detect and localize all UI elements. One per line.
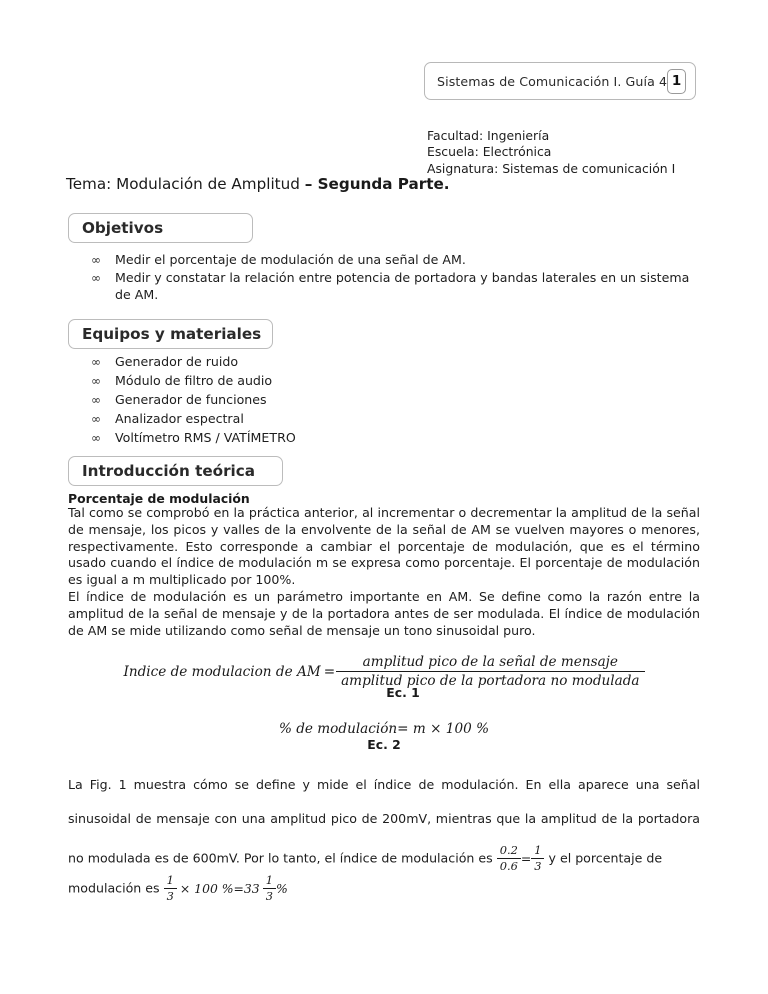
paragraph-3-with-inline-math bbox=[68, 776, 700, 904]
objetivos-list bbox=[85, 252, 700, 304]
inline-equals-sign: = bbox=[520, 851, 532, 867]
list-item bbox=[85, 411, 485, 428]
equation-1-denominator: amplitud pico de la portadora no modulada bbox=[336, 671, 644, 689]
equation-1-equals-sign: = bbox=[323, 663, 336, 680]
inline-percent-sign: % bbox=[275, 881, 288, 897]
list-item bbox=[85, 270, 700, 304]
equation-1-caption: Ec. 1 bbox=[386, 685, 420, 700]
infinity-bullet-icon: ∞ bbox=[91, 392, 101, 407]
infinity-bullet-icon: ∞ bbox=[91, 430, 101, 445]
fraction-denominator: 3 bbox=[531, 858, 544, 873]
closing-line-3 bbox=[68, 844, 700, 874]
inline-math-percent-modulation bbox=[164, 874, 288, 904]
closing-line-4 bbox=[68, 874, 700, 904]
list-item-label: Generador de ruido bbox=[115, 354, 239, 369]
infinity-bullet-icon: ∞ bbox=[91, 411, 101, 426]
list-item-label: Generador de funciones bbox=[115, 391, 267, 407]
closing-line-4-text-a: modulación es bbox=[68, 880, 160, 896]
page-number-badge: 1 bbox=[667, 69, 686, 94]
fraction-1-over-3 bbox=[531, 844, 544, 874]
fraction-0p2-over-0p6 bbox=[497, 844, 521, 874]
equation-1-expression bbox=[123, 654, 644, 689]
section-heading-introduccion: Introducción teórica bbox=[68, 456, 283, 486]
closing-line-2: sinusoidal de mensaje con una amplitud pico de 200mV, mientras que la amplitud de la portadora bbox=[68, 811, 700, 826]
equation-2 bbox=[0, 718, 768, 737]
topic-emphasis: – Segunda Parte. bbox=[304, 175, 450, 193]
facultad-line: Facultad: Ingeniería bbox=[427, 128, 550, 143]
list-item bbox=[85, 252, 700, 269]
fraction-numerator: 1 bbox=[534, 843, 542, 857]
topic-prefix: Tema: Modulación de Amplitud bbox=[66, 175, 305, 193]
list-item-label: Analizador espectral bbox=[115, 410, 244, 426]
topic-line bbox=[66, 175, 450, 193]
list-item-label: Módulo de filtro de audio bbox=[115, 372, 273, 388]
list-item bbox=[85, 373, 485, 390]
list-item-label: Voltímetro RMS / VATÍMETRO bbox=[115, 429, 296, 445]
equation-1-lhs: Indice de modulacion de AM bbox=[123, 663, 321, 680]
subheading-porcentaje-modulacion: Porcentaje de modulación bbox=[68, 491, 250, 506]
list-item bbox=[85, 430, 485, 447]
list-item-label: Medir el porcentaje de modulación de una señal de AM. bbox=[115, 252, 466, 267]
inline-times-equals: × 100 %=33 bbox=[179, 881, 260, 897]
paragraph-1: Tal como se comprobó en la práctica anterior, al incrementar o decrementar la amplitud de la señal de mensaje, los picos y valles de la envolvente de la señal de AM se vuelven mayores o menores, respectivamente. Esto corresponde a cambiar el porcentaje de modulación, que es el término usado cuando el índice de modulación m se expresa como porcentaje. El porcentaje de modulación es igual a m multiplicado por 100%. bbox=[68, 505, 700, 588]
equation-1 bbox=[0, 654, 768, 689]
equation-1-numerator: amplitud pico de la señal de mensaje bbox=[362, 654, 618, 670]
escuela-line: Escuela: Electrónica bbox=[427, 144, 552, 160]
inline-math-index-of-modulation bbox=[497, 844, 545, 874]
fraction-denominator: 0.6 bbox=[497, 858, 521, 873]
fraction-numerator: 0.2 bbox=[499, 843, 518, 857]
fraction-denominator: 3 bbox=[164, 888, 177, 903]
infinity-bullet-icon: ∞ bbox=[91, 373, 101, 388]
list-item-label: Medir y constatar la relación entre potencia de portadora y bandas laterales en un sistema de AM. bbox=[115, 269, 690, 302]
equation-2-caption: Ec. 2 bbox=[367, 737, 401, 752]
fraction-1-over-3 bbox=[164, 874, 177, 904]
institution-block bbox=[427, 128, 675, 177]
infinity-bullet-icon: ∞ bbox=[91, 355, 101, 369]
closing-line-3-text-b: y el porcentaje de bbox=[548, 850, 663, 866]
fraction-numerator: 1 bbox=[265, 872, 273, 887]
equation-2-expression: % de modulación= m × 100 % bbox=[278, 721, 489, 737]
fraction-1-over-3-result bbox=[263, 874, 276, 904]
list-item bbox=[85, 354, 485, 371]
equipos-list bbox=[85, 354, 485, 449]
course-title: Sistemas de Comunicación I. Guía 4 bbox=[437, 73, 668, 89]
fraction-numerator: 1 bbox=[166, 872, 174, 887]
section-heading-objetivos: Objetivos bbox=[68, 213, 253, 243]
closing-line-3-text-a: no modulada es de 600mV. Por lo tanto, el índice de modulación es bbox=[68, 850, 493, 866]
section-heading-equipos: Equipos y materiales bbox=[68, 319, 273, 349]
equation-1-fraction bbox=[336, 654, 644, 689]
list-item bbox=[85, 392, 485, 409]
closing-line-1: La Fig. 1 muestra cómo se define y mide el índice de modulación. En ella aparece una señal bbox=[68, 777, 700, 792]
fraction-denominator: 3 bbox=[263, 888, 276, 903]
paragraph-2: El índice de modulación es un parámetro importante en AM. Se define como la razón entre la amplitud de la señal de mensaje y de la portadora antes de ser modulada. El índice de modulación de AM se mide utilizando como señal de mensaje un tono sinusoidal puro. bbox=[68, 589, 700, 638]
infinity-bullet-icon: ∞ bbox=[91, 253, 101, 267]
asignatura-line: Asignatura: Sistemas de comunicación I bbox=[427, 160, 676, 176]
infinity-bullet-icon: ∞ bbox=[91, 270, 101, 285]
document-header-pill bbox=[424, 62, 696, 100]
